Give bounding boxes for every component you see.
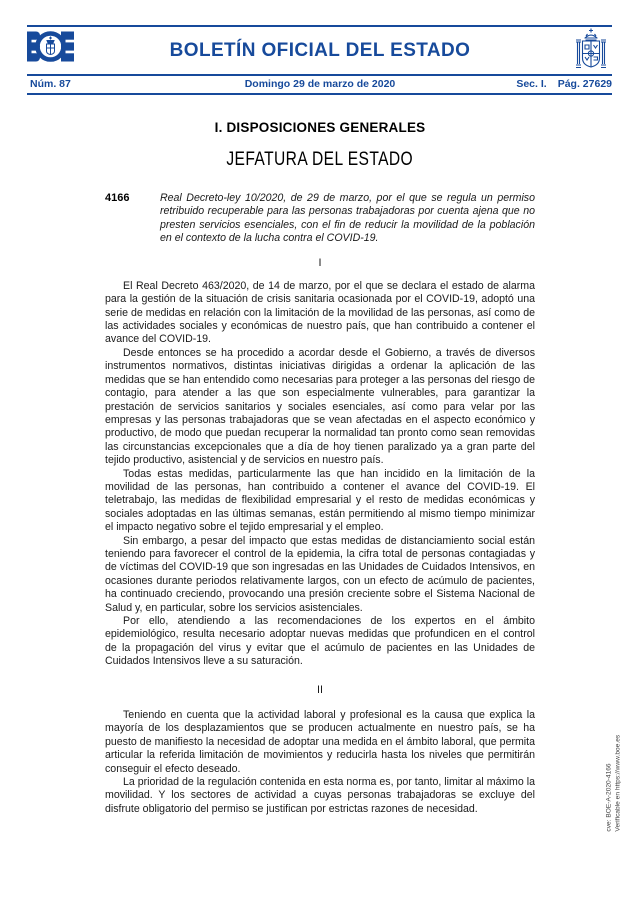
page-number: Pág. 27629 (557, 78, 612, 90)
coat-of-arms-icon (572, 27, 610, 78)
cve-code: cve: BOE-A-2020-4166 (605, 763, 613, 832)
department-heading: JEFATURA DEL ESTADO (226, 148, 414, 171)
masthead-top-rule (27, 25, 612, 27)
item-number: 4166 (105, 191, 130, 204)
paragraph: La prioridad de la regulación contenida en esta norma es, por tanto, limitar al máximo la movilidad. Y los sectores de actividad a cuyas personas trabajadoras se excluye del disfrute obligatorio del permiso se justifican por estrictas razones de necesidad. (105, 776, 535, 815)
paragraph: El Real Decreto 463/2020, de 14 de marzo, por el que se declara el estado de alarma para la gestión de la situación de crisis sanitaria ocasionada por el COVID-19, adoptó una serie de medidas en relación con la limitación de la movilidad de las personas, así como de las actividades sociales y económicas de nuestro país, que han contribuido a contener el avance del COVID-19. (105, 279, 535, 346)
item-summary: Real Decreto-ley 10/2020, de 29 de marzo, por el que se regula un permiso retribuido recuperable para las personas trabajadoras por cuenta ajena que no presten servicios esenciales, con el fin de reducir la movilidad de la población en el contexto de la lucha contra el COVID-19. (160, 191, 535, 245)
paragraph: Sin embargo, a pesar del impacto que estas medidas de distanciamiento social están teniendo para favorecer el control de la epidemia, la cifra total de personas contagiadas y de víctimas del COVID-19 que son ingresadas en las Unidades de Cuidados Intensivos, en ocasiones durante periodos relativamente largos, con un efecto de acúmulo de pacientes, ha continuado creciendo, provocando una presión creciente sobre el Sistema Nacional de Salud y, en particular, sobre los servicios asistenciales. (105, 534, 535, 614)
paragraph: Teniendo en cuenta que la actividad laboral y profesional es la causa que explica la mayoría de los desplazamientos que se producen actualmente en nuestro país, se ha puesto de manifiesto la necesidad de adoptar una medida en el ámbito laboral, que permita articular la referida limitación de movimientos y reducirla hasta los niveles que permitirán conseguir el efecto deseado. (105, 709, 535, 775)
document-body (105, 95, 535, 816)
paragraph: Todas estas medidas, particularmente las que han incidido en la limitación de la movilidad de las personas, han contribuido a contener el avance del COVID-19. El teletrabajo, las medidas de flexibilidad empresarial y el resto de medidas económicas y sociales adoptadas en las últimas semanas, están permitiendo al mismo tiempo minimizar el impacto negativo sobre el tejido empresarial y el empleo. (105, 467, 535, 534)
verifiable-url: Verificable en https://www.boe.es (614, 734, 621, 832)
section-label: Sec. I. (516, 78, 547, 90)
section-marker-1: I (318, 257, 322, 270)
gazette-item (105, 192, 535, 246)
masthead-title: BOLETÍN OFICIAL DEL ESTADO (169, 40, 471, 61)
section-page (516, 78, 612, 90)
section-marker-2: II (317, 683, 323, 696)
masthead-middle-rule (27, 74, 612, 76)
issue-number: Núm. 87 (30, 78, 71, 90)
paragraph: Por ello, atendiendo a las recomendaciones de los expertos en el ámbito epidemiológico, resulta necesario adoptar nuevas medidas que profundicen en el control de la propagación del virus y evitar que el acúmulo de pacientes en las Unidades de Cuidados Intensivos lleve a su saturación. (105, 615, 535, 668)
general-provisions-heading: I. DISPOSICIONES GENERALES (214, 120, 426, 135)
issue-date: Domingo 29 de marzo de 2020 (244, 78, 396, 90)
paragraph: Desde entonces se ha procedido a acordar desde el Gobierno, a través de diversos instrumentos normativos, distintas iniciativas dirigidas a ordenar la aplicación de las medidas que se han entendido como necesarias para proteger a las personas del riesgo de contagio, para atender a las que son especialmente vulnerables, para garantizar la prestación de servicios sanitarios y sociales esenciales, así como para velar por las empresas y las personas trabajadoras que se vean afectadas en el aspecto económico y productivo, de modo que puedan recuperar la normalidad tan pronto como sean removidas las circunstancias excepcionales que a día de hoy tienen paralizado ya a gran parte del tejido productivo, asistencial y de servicios en nuestro país. (105, 346, 535, 467)
verification-strip (605, 724, 622, 832)
